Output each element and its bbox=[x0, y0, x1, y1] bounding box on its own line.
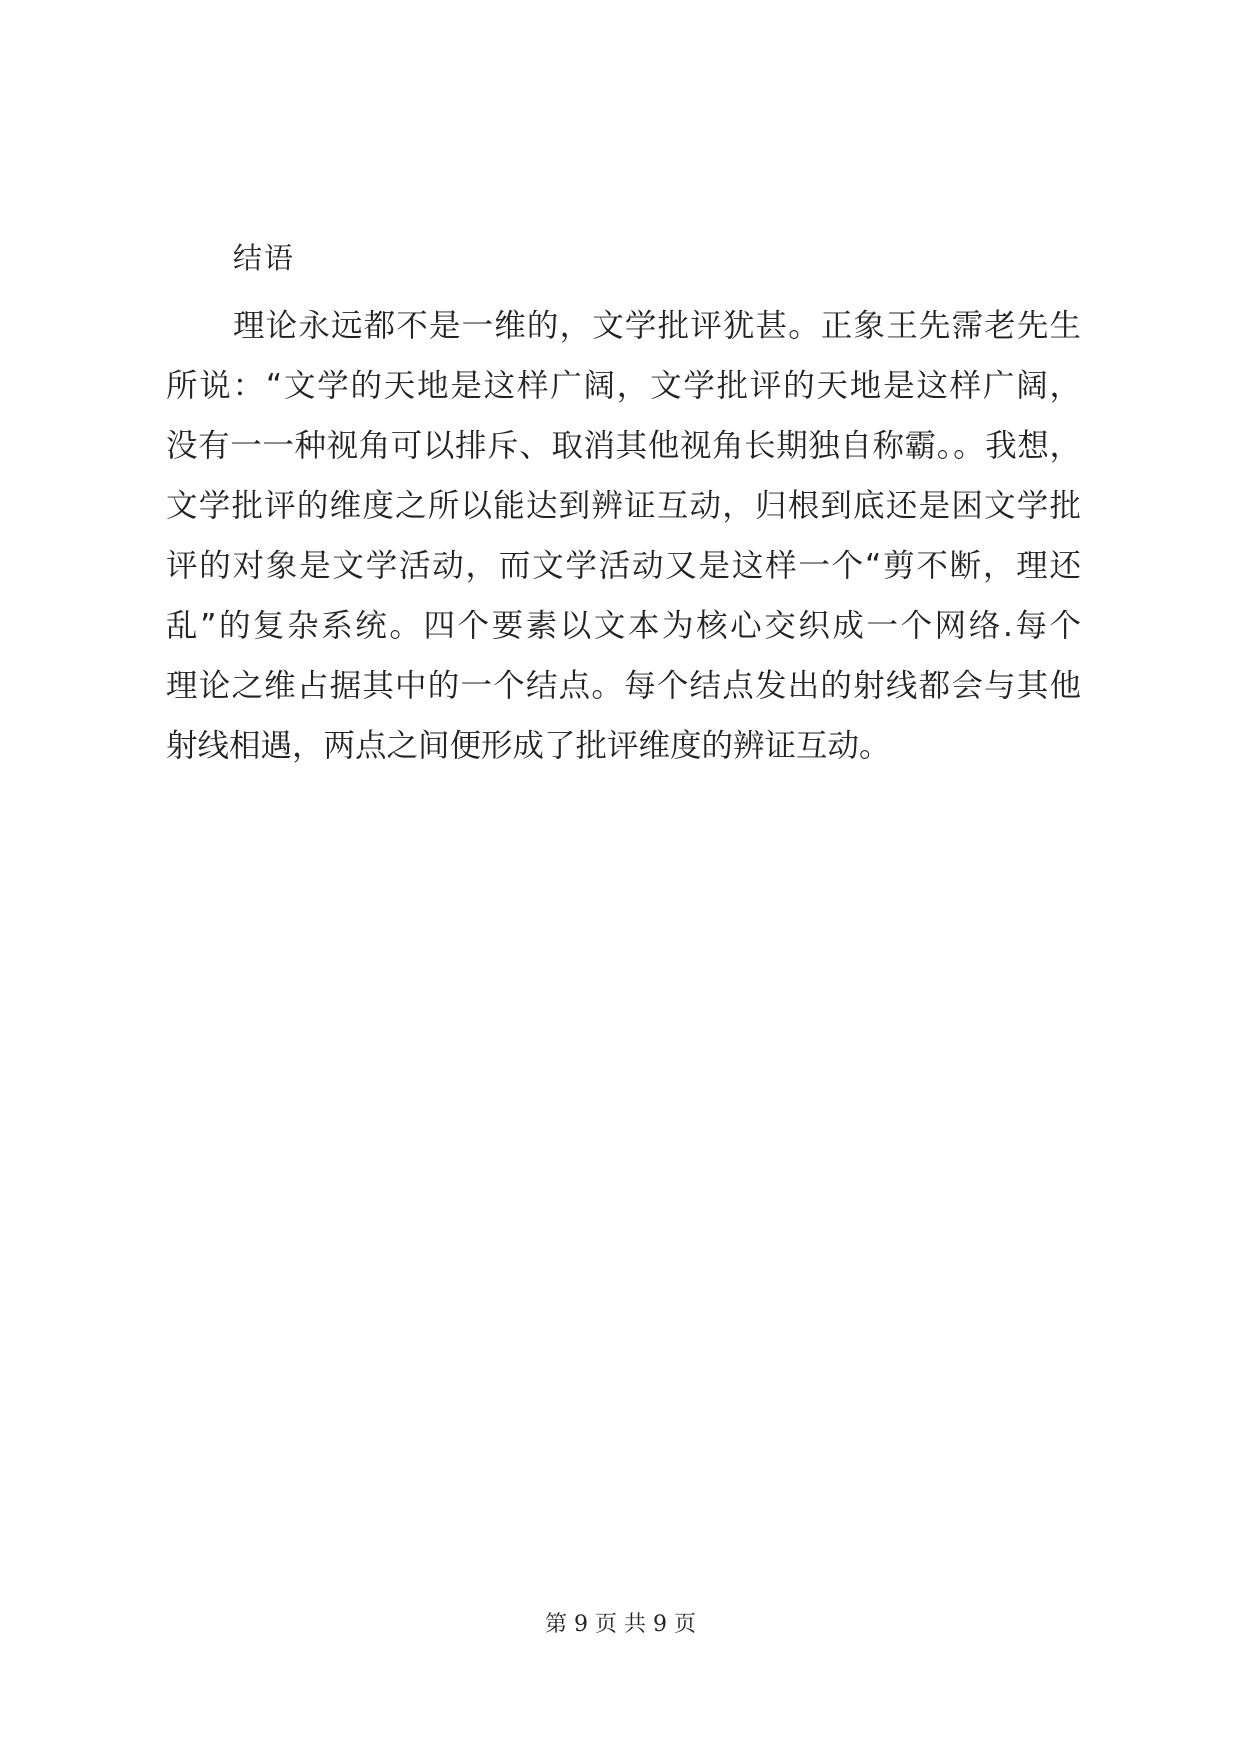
paragraph-line: 评的对象是文学活动，而文学活动又是这样一个“剪不断，理还 bbox=[166, 548, 1081, 584]
paragraph-line: 理论永远都不是一维的，文学批评犹甚。正象王先霈老先生 bbox=[233, 308, 1081, 344]
section-heading: 结语 bbox=[233, 241, 296, 275]
page-footer: 第 9 页 共 9 页 bbox=[545, 1612, 696, 1637]
paragraph-line: 所说：“文学的天地是这样广阔，文学批评的天地是这样广阔， bbox=[166, 368, 1081, 404]
body-paragraph bbox=[166, 296, 1081, 776]
paragraph-line: 乱”的复杂系统。四个要素以文本为核心交织成一个网络.每个 bbox=[166, 608, 1081, 644]
paragraph-line: 没有一一种视角可以排斥、取消其他视角长期独自称霸。。我想， bbox=[166, 428, 1081, 464]
paragraph-line: 射线相遇，两点之间便形成了批评维度的辨证互动。 bbox=[166, 728, 891, 764]
paragraph-line: 理论之维占据其中的一个结点。每个结点发出的射线都会与其他 bbox=[166, 668, 1081, 704]
paragraph-line: 文学批评的维度之所以能达到辨证互动，归根到底还是困文学批 bbox=[166, 488, 1081, 524]
